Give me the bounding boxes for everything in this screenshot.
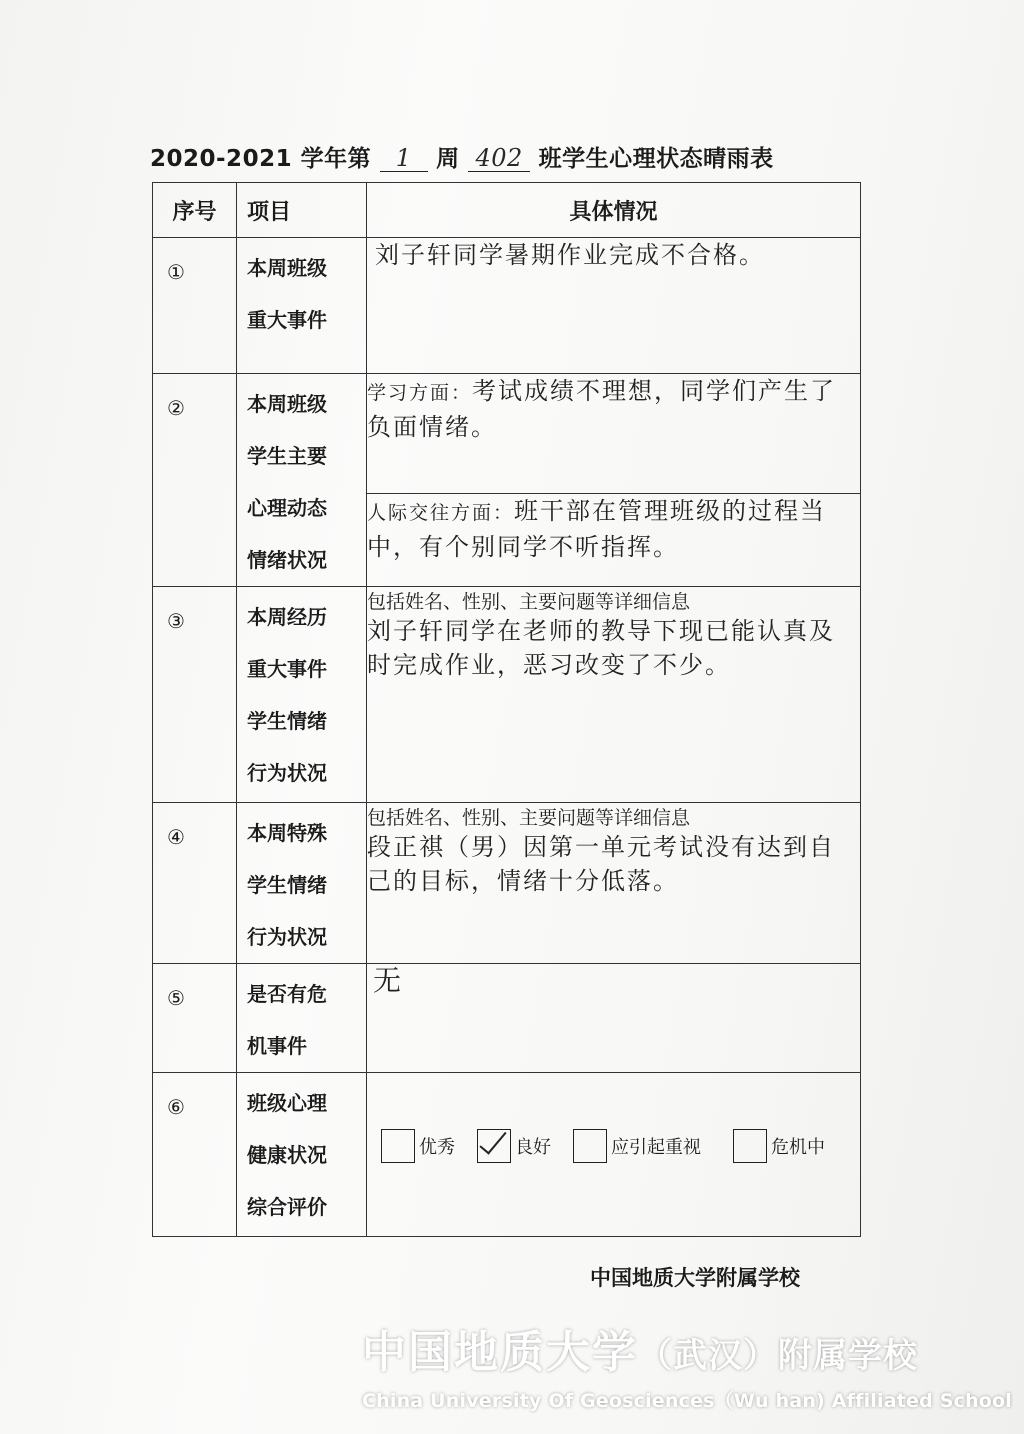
study-entry bbox=[367, 374, 860, 444]
social-detail[interactable] bbox=[367, 493, 861, 586]
checkbox-good[interactable] bbox=[477, 1129, 511, 1163]
row-detail[interactable] bbox=[367, 238, 861, 374]
option-crisis[interactable] bbox=[733, 1129, 825, 1163]
row-number: ① bbox=[153, 238, 237, 374]
row-number: ⑥ bbox=[153, 1073, 237, 1237]
option-good[interactable] bbox=[477, 1129, 551, 1163]
checkbox-attention[interactable] bbox=[573, 1129, 607, 1163]
checkbox-excellent[interactable] bbox=[381, 1129, 415, 1163]
study-handwritten: 考试成绩不理想，同学们产生了负面情绪。 bbox=[367, 377, 837, 441]
row-detail[interactable] bbox=[367, 803, 861, 964]
table-row bbox=[153, 587, 861, 803]
row-number: ④ bbox=[153, 803, 237, 964]
row-label-line: 班级心理 bbox=[247, 1091, 327, 1115]
row-label-line: 重大事件 bbox=[247, 657, 327, 681]
row-label-line: 学生情绪 bbox=[247, 709, 327, 733]
title-suffix: 班学生心理状态晴雨表 bbox=[538, 146, 774, 172]
rating-cell bbox=[367, 1073, 861, 1237]
option-label: 良好 bbox=[515, 1137, 551, 1158]
row-label-line: 是否有危 bbox=[247, 982, 327, 1006]
psych-status-table bbox=[152, 182, 861, 1237]
detail-instructions: 包括姓名、性别、主要问题等详细信息 bbox=[367, 591, 691, 613]
row-label-line: 机事件 bbox=[247, 1034, 307, 1058]
school-name: 中国地质大学附属学校 bbox=[590, 1266, 800, 1290]
row-label-line: 本周特殊 bbox=[247, 821, 327, 845]
row-label-line: 健康状况 bbox=[247, 1143, 327, 1167]
option-attention[interactable] bbox=[573, 1129, 701, 1163]
row-detail[interactable] bbox=[367, 964, 861, 1073]
row-detail[interactable] bbox=[367, 587, 861, 803]
table-row bbox=[153, 238, 861, 374]
table-row bbox=[153, 374, 861, 494]
row-label bbox=[237, 238, 367, 374]
row-label-line: 本周经历 bbox=[247, 605, 327, 629]
checkbox-crisis[interactable] bbox=[733, 1129, 767, 1163]
brand-chinese bbox=[362, 1316, 1002, 1380]
row-number: ③ bbox=[153, 587, 237, 803]
option-label: 优秀 bbox=[419, 1137, 455, 1158]
week-number: 1 bbox=[380, 145, 428, 172]
study-detail[interactable] bbox=[367, 374, 861, 494]
brand-english: China University Of Geosciences（Wu han) Affiliated School bbox=[362, 1390, 1013, 1412]
school-brand-watermark bbox=[362, 1316, 1013, 1426]
table-row bbox=[153, 1073, 861, 1237]
row-label-line: 重大事件 bbox=[247, 308, 327, 332]
handwritten-entry: 刘子轩同学在老师的教导下现已能认真及时完成作业，恶习改变了不少。 bbox=[367, 617, 835, 679]
social-entry bbox=[367, 494, 860, 564]
detail-instructions: 包括姓名、性别、主要问题等详细信息 bbox=[367, 807, 691, 829]
option-label: 应引起重视 bbox=[611, 1137, 701, 1158]
header-item: 项目 bbox=[237, 183, 367, 238]
row-label-line: 学生主要 bbox=[247, 444, 327, 468]
social-handwritten: 班干部在管理班级的过程当中，有个别同学不听指挥。 bbox=[367, 496, 827, 561]
row-label bbox=[237, 803, 367, 964]
handwritten-entry: 段正祺（男）因第一单元考试没有达到自己的目标，情绪十分低落。 bbox=[367, 833, 835, 895]
table-row bbox=[153, 964, 861, 1073]
study-printed-label: 学习方面： bbox=[367, 382, 473, 404]
brand-chinese-suffix: （武汉）附属学校 bbox=[638, 1336, 918, 1376]
row-label-line: 本周班级 bbox=[247, 256, 327, 280]
row-label-line: 学生情绪 bbox=[247, 873, 327, 897]
social-printed-label: 人际交往方面： bbox=[367, 501, 515, 524]
header-index: 序号 bbox=[153, 183, 237, 238]
row-label bbox=[237, 374, 367, 587]
row-label-line: 综合评价 bbox=[247, 1195, 327, 1219]
title-prefix: 2020-2021 学年第 bbox=[150, 146, 372, 172]
row-label-line: 本周班级 bbox=[247, 392, 327, 416]
handwritten-entry: 刘子轩同学暑期作业完成不合格。 bbox=[375, 241, 765, 269]
row-label-line: 心理动态 bbox=[247, 496, 327, 520]
row-label bbox=[237, 1073, 367, 1237]
rating-options bbox=[367, 1073, 860, 1163]
row-number: ⑤ bbox=[153, 964, 237, 1073]
row-label bbox=[237, 964, 367, 1073]
header-details: 具体情况 bbox=[367, 183, 861, 238]
class-number: 402 bbox=[468, 145, 530, 172]
table-row bbox=[153, 803, 861, 964]
option-excellent[interactable] bbox=[381, 1129, 455, 1163]
title-middle: 周 bbox=[436, 146, 460, 172]
header-row bbox=[153, 183, 861, 238]
row-number: ② bbox=[153, 374, 237, 587]
option-label: 危机中 bbox=[771, 1137, 825, 1158]
row-label-line: 情绪状况 bbox=[247, 548, 327, 572]
handwritten-entry: 无 bbox=[373, 964, 404, 997]
row-label-line: 行为状况 bbox=[247, 925, 327, 949]
row-label bbox=[237, 587, 367, 803]
row-label-line: 行为状况 bbox=[247, 761, 327, 785]
brand-chinese-main: 中国地质大学 bbox=[362, 1327, 638, 1378]
form-title bbox=[150, 140, 870, 180]
